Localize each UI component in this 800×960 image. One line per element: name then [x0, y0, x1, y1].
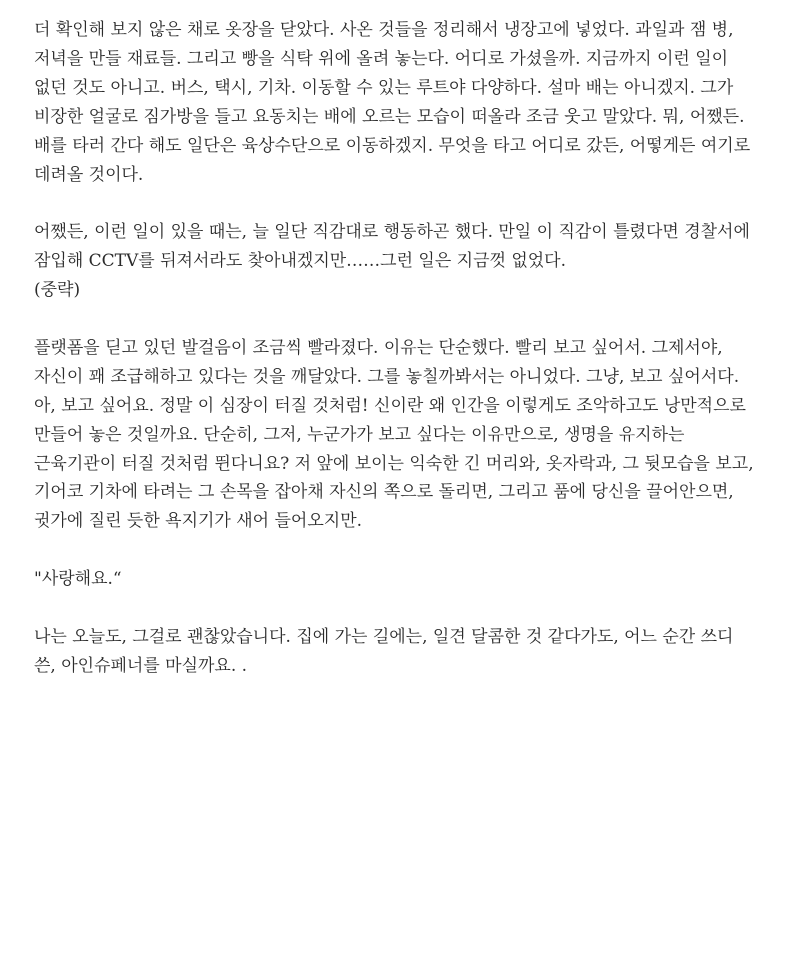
text-line: 어쨌든, 이런 일이 있을 때는, 늘 일단 직감대로 행동하곤 했다. 만일 이 직감이 틀렸다면 경찰서에 [34, 222, 750, 243]
document-body [34, 16, 774, 710]
text-line: 기어코 기차에 타려는 그 손목을 잡아채 자신의 쪽으로 돌리면, 그리고 품에 당신을 끌어안으면, [34, 482, 734, 503]
text-line: 없던 것도 아니고. 버스, 택시, 기차. 이동할 수 있는 루트야 다양하다. 설마 배는 아니겠지. 그가 [34, 77, 734, 98]
text-line: 더 확인해 보지 않은 채로 옷장을 닫았다. 사온 것들을 정리해서 냉장고에 넣었다. 과일과 잼 병, [34, 20, 734, 40]
text-line: 만들어 놓은 것일까요. 단순히, 그저, 누군가가 보고 싶다는 이유만으로, 생명을 유지하는 [34, 424, 685, 445]
text-line: 귓가에 질린 듯한 욕지기가 새어 들어오지만. [34, 511, 363, 532]
text-line: 저녁을 만들 재료들. 그리고 빵을 식탁 위에 올려 놓는다. 어디로 가셨을까. 지금까지 이런 일이 [34, 48, 729, 69]
paragraph-2 [34, 218, 774, 305]
text-line: 플랫폼을 딛고 있던 발걸음이 조금씩 빨라졌다. 이유는 단순했다. 빨리 보고 싶어서. 그제서야, [34, 337, 723, 358]
paragraph-4-dialogue [34, 565, 774, 594]
paragraph-1 [34, 16, 774, 189]
paragraph-3 [34, 334, 774, 536]
text-line: 쓴, 아인슈페너를 마실까요. . [34, 655, 248, 676]
text-line: 잠입해 CCTV를 뒤져서라도 찾아내겠지만……그런 일은 지금껏 없었다. [34, 251, 567, 272]
text-line: 아, 보고 싶어요. 정말 이 심장이 터질 것처럼! 신이란 왜 인간을 이렇게도 조악하고도 낭만적으로 [34, 395, 746, 416]
text-line: 근육기관이 터질 것처럼 뛴다니요? 저 앞에 보이는 익숙한 긴 머리와, 옷자락과, 그 뒷모습을 보고, [34, 453, 754, 474]
text-line: 배를 타러 간다 해도 일단은 육상수단으로 이동하겠지. 무엇을 타고 어디로 갔든, 어떻게든 여기로 [34, 135, 751, 156]
text-line: 자신이 꽤 조급해하고 있다는 것을 깨달았다. 그를 놓칠까봐서는 아니었다. 그냥, 보고 싶어서다. [34, 366, 740, 387]
dialogue-line: "사랑해요.“ [34, 569, 122, 590]
paragraph-5 [34, 623, 774, 681]
text-line: 나는 오늘도, 그걸로 괜찮았습니다. 집에 가는 길에는, 일견 달콤한 것 같다가도, 어느 순간 쓰디 [34, 626, 734, 647]
text-line: 데려올 것이다. [34, 164, 144, 185]
omission-note: (중략) [34, 280, 81, 301]
text-line: 비장한 얼굴로 짐가방을 들고 요동치는 배에 오르는 모습이 떠올라 조금 웃고 말았다. 뭐, 어쨌든. [34, 106, 745, 127]
